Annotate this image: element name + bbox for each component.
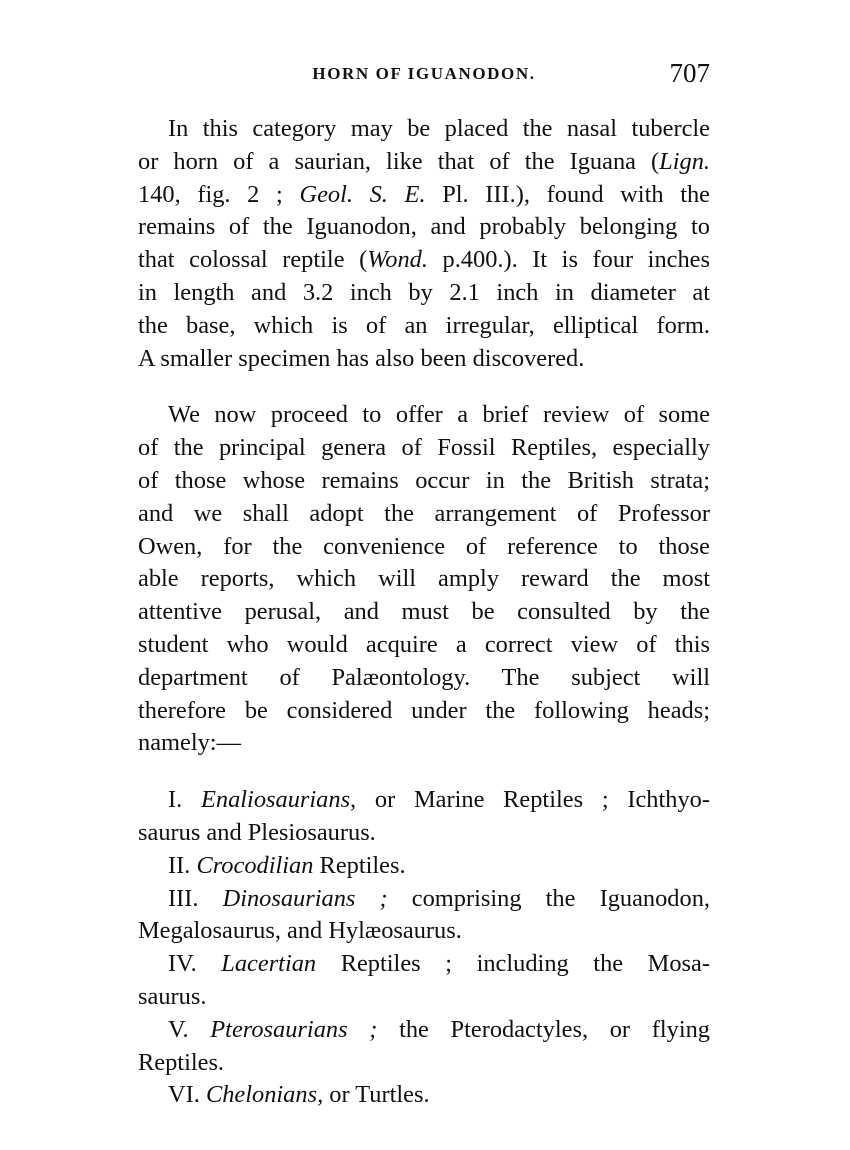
text-line	[138, 343, 710, 376]
text-line	[138, 244, 710, 277]
text-run: or Turtles.	[323, 1081, 430, 1109]
text-run: Pl. III.), found with the	[425, 180, 710, 208]
text-line	[138, 883, 710, 916]
text-run: that colossal reptile (	[138, 246, 368, 274]
citation-lign: Lign.	[659, 147, 710, 175]
text-run: p.400.). It is four inches	[427, 246, 710, 274]
body-text	[138, 113, 710, 1112]
text-line: Reptiles.	[138, 1048, 225, 1076]
page-number: 707	[669, 58, 710, 88]
paragraph-gap	[138, 375, 710, 399]
text-line	[138, 146, 710, 179]
text-run: 140, fig. 2 ;	[138, 180, 300, 208]
list-term: Enaliosaurians,	[200, 786, 357, 814]
text-line: student who would acquire a correct view of this	[138, 630, 710, 658]
paragraph-gap	[138, 760, 710, 784]
text-line	[138, 277, 710, 310]
text-line	[138, 1079, 710, 1112]
text-line: therefore be considered under the following heads;	[138, 696, 710, 724]
list-item-enaliosaurians	[138, 784, 710, 850]
list-item-dinosaurians	[138, 883, 710, 949]
citation-geol: Geol. S. E.	[299, 180, 426, 208]
text-line: attentive perusal, and must be consulted by the	[138, 598, 710, 626]
text-line: saurus.	[138, 982, 207, 1010]
text-line: We now proceed to offer a brief review of some	[168, 401, 710, 429]
text-line	[138, 310, 710, 343]
list-item-pterosaurians	[138, 1014, 710, 1080]
list-item-lacertian	[138, 948, 710, 1014]
list-term: Chelonians,	[205, 1081, 324, 1109]
list-term: Pterosaurians ;	[210, 1015, 378, 1043]
text-line	[138, 850, 710, 883]
text-line	[138, 211, 710, 244]
list-numeral: III.	[168, 884, 199, 912]
text-line	[138, 113, 710, 146]
text-line: department of Palæontology. The subject will	[138, 663, 710, 691]
text-run: A smaller specimen has also been discovered.	[138, 344, 585, 372]
text-line: of the principal genera of Fossil Reptiles, especially	[138, 434, 710, 462]
text-line	[138, 784, 710, 817]
list-term: Lacertian	[221, 950, 317, 978]
list-numeral: I.	[168, 786, 183, 814]
list-term: Dinosaurians ;	[222, 884, 388, 912]
text-line	[138, 948, 710, 981]
citation-wond: Wond.	[367, 246, 428, 274]
reptile-classification-list	[138, 784, 710, 1112]
text-line: saurus and Plesiosaurus.	[138, 818, 376, 846]
list-numeral: II.	[168, 851, 191, 879]
text-run: Reptiles ; including the Mosa-	[316, 950, 710, 978]
text-line	[138, 179, 710, 212]
text-run: or Marine Reptiles ; Ichthyo-	[356, 786, 710, 814]
paragraph-horn-description	[138, 113, 710, 375]
text-line: able reports, which will amply reward the most	[138, 565, 710, 593]
text-run: remains of the Iguanodon, and probably belonging to	[138, 213, 710, 241]
paragraph-review-intro	[138, 399, 710, 760]
text-line: of those whose remains occur in the British strata;	[138, 466, 710, 494]
list-numeral: VI.	[168, 1081, 200, 1109]
running-head	[138, 58, 710, 94]
running-title: HORN OF IGUANODON.	[312, 64, 536, 83]
list-numeral: IV.	[168, 950, 197, 978]
text-line: and we shall adopt the arrangement of Professor	[138, 499, 710, 527]
text-run: the Pterodactyles, or flying	[377, 1015, 710, 1043]
text-run: in length and 3.2 inch by 2.1 inch in diameter at	[138, 278, 710, 306]
text-line: namely:—	[138, 729, 241, 757]
text-run: comprising the Iguanodon,	[387, 884, 710, 912]
text-run: the base, which is of an irregular, elliptical form.	[138, 311, 710, 339]
list-item-crocodilian	[138, 850, 710, 883]
text-run: Reptiles.	[313, 851, 406, 879]
list-term: Crocodilian	[196, 851, 314, 879]
text-run: or horn of a saurian, like that of the Iguana (	[138, 147, 660, 175]
list-item-chelonians	[138, 1079, 710, 1112]
list-numeral: V.	[168, 1015, 189, 1043]
text-line: Owen, for the convenience of reference to those	[138, 532, 710, 560]
text-line: Megalosaurus, and Hylæosaurus.	[138, 917, 462, 945]
text-line	[138, 1014, 710, 1047]
text-run: In this category may be placed the nasal tubercle	[168, 115, 710, 142]
